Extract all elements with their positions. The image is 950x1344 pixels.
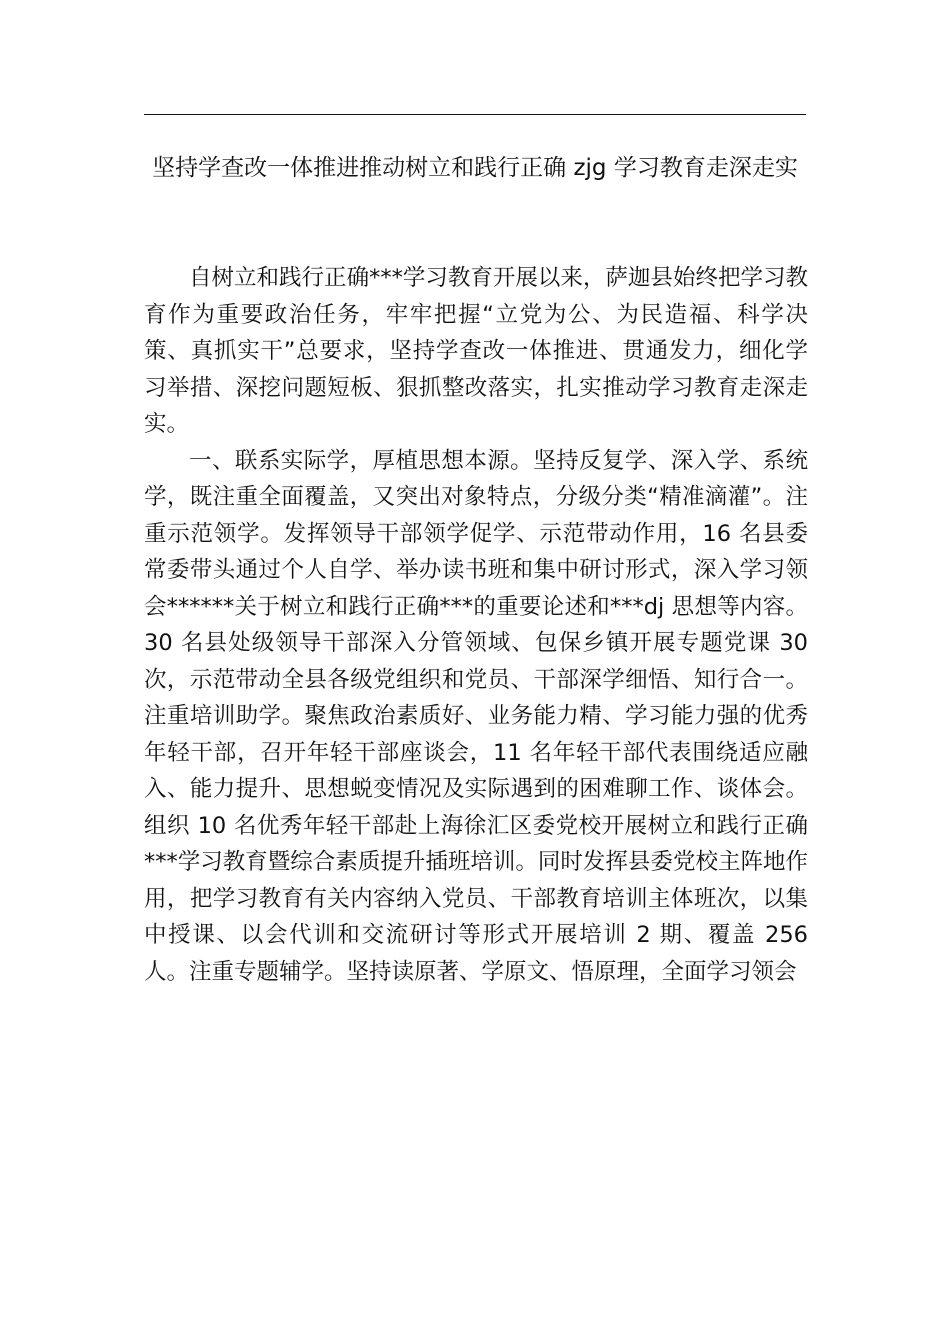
paragraph-intro: 自树立和践行正确***学习教育开展以来，萨迦县始终把学习教育作为重要政治任务，牢牢把握“立党为公、为民造福、科学决策、真抓实干”总要求，坚持学查改一体推进、贯通发力，细化学习举措、深挖问题短板、狠抓整改落实，扎实推动学习教育走深走实。 [144,265,808,437]
document-title: 坚持学查改一体推进推动树立和践行正确 zjg 学习教育走深走实 [152,155,798,181]
document-body [144,260,808,990]
header-rule [144,114,806,115]
paragraph-section-one: 一、联系实际学，厚植思想本源。坚持反复学、深入学、系统学，既注重全面覆盖，又突出对象特点，分级分类“精准滴灌”。注重示范领学。发挥领导干部领学促学、示范带动作用，16 名县委常委带头通过个人自学、举办读书班和集中研讨形式，深入学习领会******关于树立和践行正确***的重要论述和***dj 思想等内容。30 名县处级领导干部深入分管领域、包保乡镇开展专题党课 30 次，示范带动全县各级党组织和党员、干部深学细悟、知行合一。注重培训助学。聚焦政治素质好、业务能力精、学习能力强的优秀年轻干部，召开年轻干部座谈会，11 名年轻干部代表围绕适应融入、能力提升、思想蜕变情况及实际遇到的困难聊工作、谈体会。组织 10 名优秀年轻干部赴上海徐汇区委党校开展树立和践行正确***学习教育暨综合素质提升插班培训。同时发挥县委党校主阵地作用，把学习教育有关内容纳入党员、干部教育培训主体班次，以集中授课、以会代训和交流研讨等形式开展培训 2 期、覆盖 256 人。注重专题辅学。坚持读原著、学原文、悟原理，全面学习领会 [144,447,808,985]
